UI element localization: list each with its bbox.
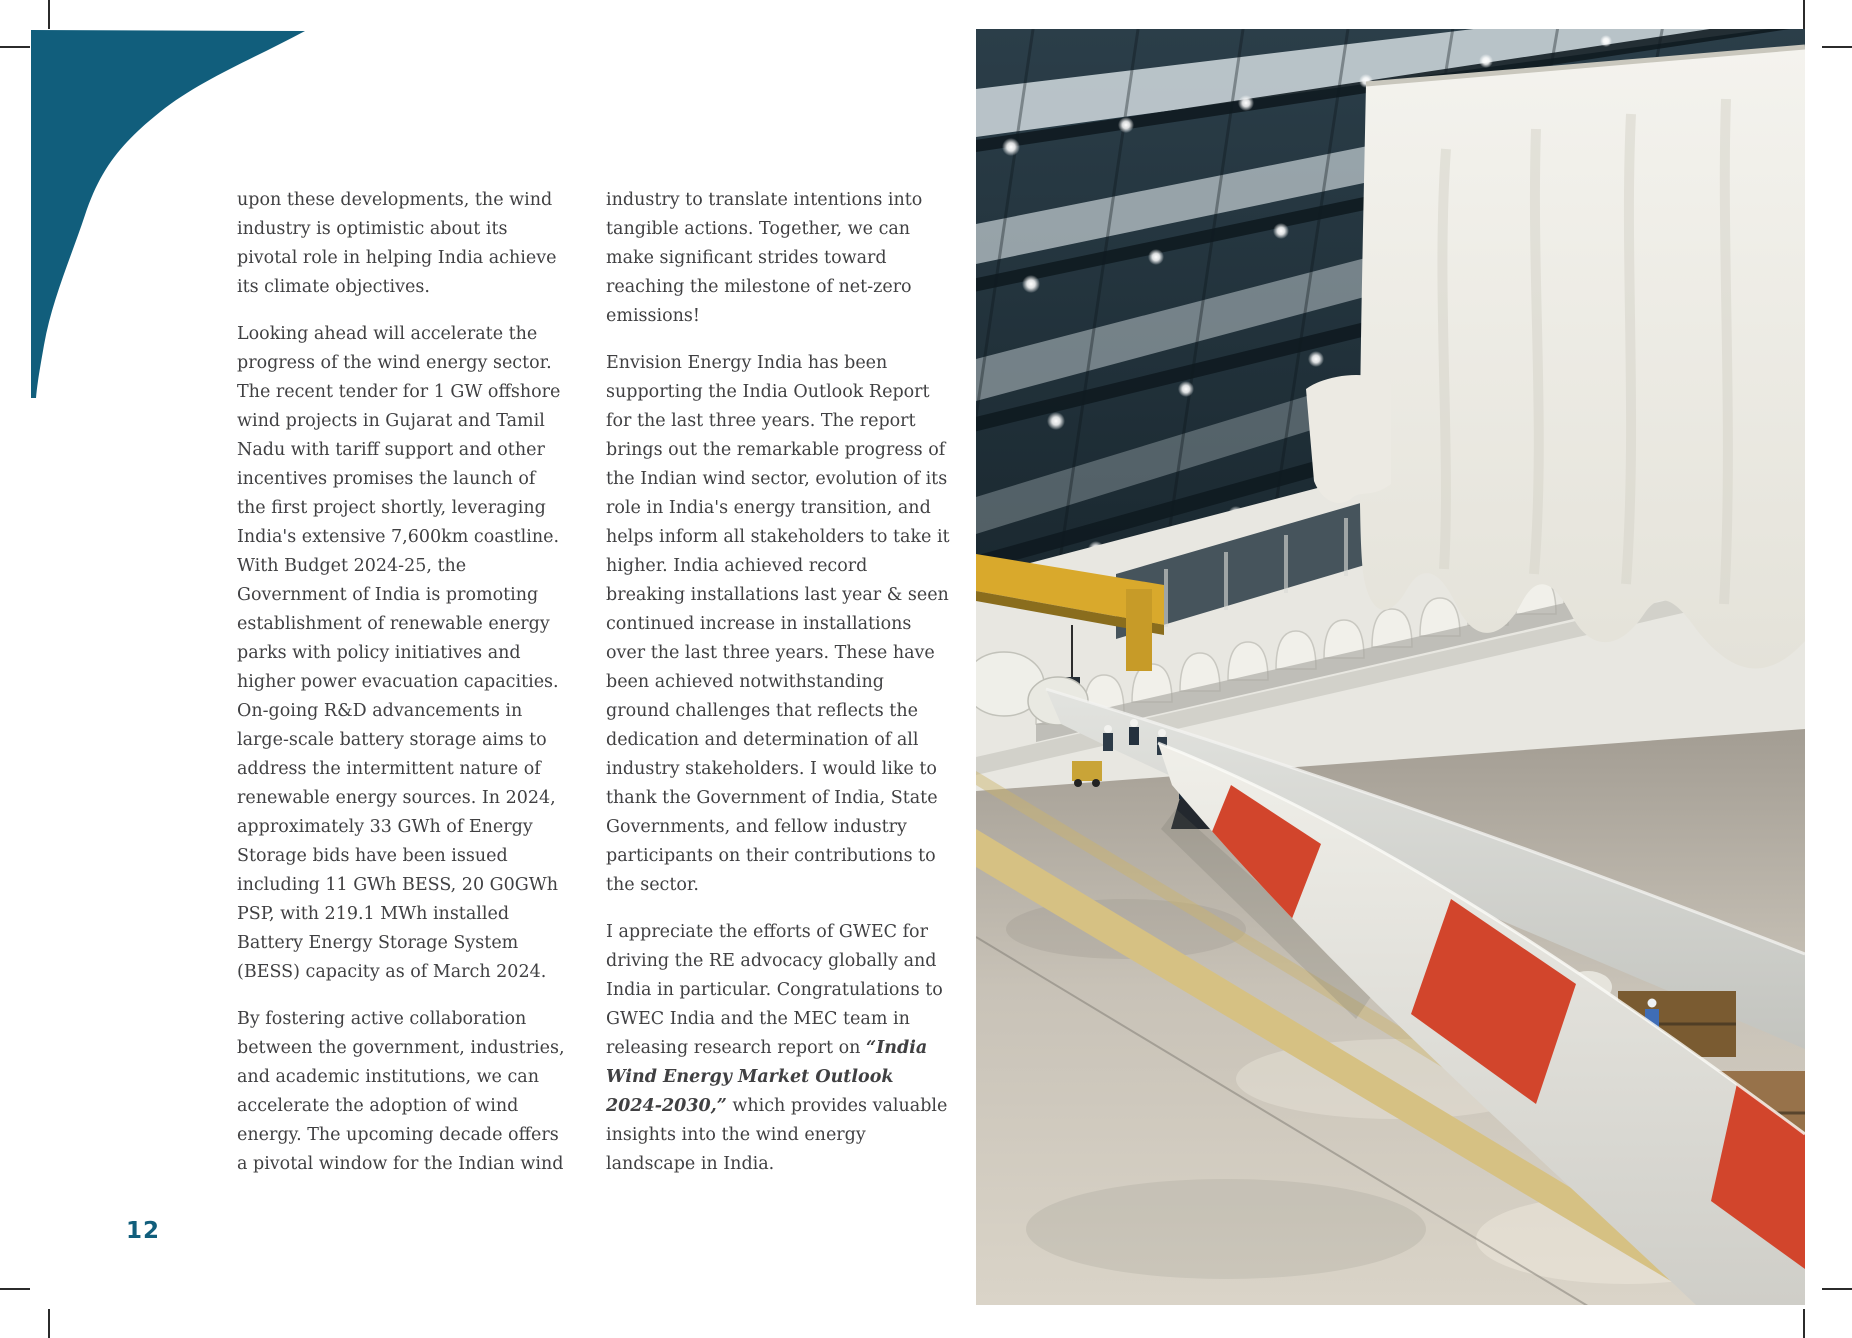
paragraph: Envision Energy India has been supporting the India Outlook Report for the last three years. The report brings out the remarkable progress of the Indian wind sector, evolution of its role in India's energy transition, and helps inform all stakeholders to take it higher. India achieved record breaking installations last year & seen continued increase in installations over the last three years. These have been achieved notwithstanding ground challenges that reflects the dedication and determination of all industry stakeholders. I would like to thank the Government of India, State Governments, and fellow industry participants on their contributions to the sector. xyxy=(606,353,950,895)
closing-lead: I appreciate the efforts of GWEC for driving the RE advocacy globally and India in particular. Congratulations to GWEC India and the MEC team in releasing research report on xyxy=(606,922,943,1058)
paragraph: Looking ahead will accelerate the progress of the wind energy sector. The recent tender for 1 GW offshore wind projects in Gujarat and Tamil Nadu with tariff support and other incentives promises the launch of the first project shortly, leveraging India's extensive 7,600km coastline. With Budget 2024-25, the Government of India is promoting establishment of renewable energy parks with policy initiatives and higher power evacuation capacities. On-going R&D advancements in large-scale battery storage aims to address the intermittent nature of renewable energy sources. In 2024, approximately 33 GWh of Energy Storage bids have been issued including 11 GWh BESS, 20 G0GWh PSP, with 219.1 MWh installed Battery Energy Storage System (BESS) capacity as of March 2024. xyxy=(237,324,561,982)
closing-paragraph xyxy=(606,918,950,1179)
right-text-column xyxy=(606,186,950,1197)
page-number: 12 xyxy=(126,1218,161,1244)
paragraph: By fostering active collaboration between the government, industries, and academic institutions, we can accelerate the adoption of wind energy. The upcoming decade offers a pivotal window for the Indian wind xyxy=(237,1009,565,1174)
report-title-text: “India Wind Energy Market Outlook 2024-2030,” xyxy=(606,1038,928,1116)
crop-mark-bottom-right-v xyxy=(1803,1309,1805,1338)
paragraph: industry to translate intentions into tangible actions. Together, we can make significant strides toward reaching the milestone of net-zero emissions! xyxy=(606,190,923,326)
hanging-plastic-sheets xyxy=(1306,47,1805,669)
crop-mark-bottom-left-v xyxy=(48,1309,50,1338)
crop-mark-top-right-h xyxy=(1822,46,1852,48)
factory-photo-illustration xyxy=(976,29,1805,1305)
paragraph: upon these developments, the wind industry is optimistic about its pivotal role in helping India achieve its climate objectives. xyxy=(237,190,557,297)
crop-mark-bottom-right-h xyxy=(1822,1288,1852,1290)
closing-tail: which provides valuable insights into the wind energy landscape in India. xyxy=(606,1096,948,1174)
wind-turbine-blade-factory-photo xyxy=(976,29,1805,1305)
crop-mark-top-right-v xyxy=(1803,0,1805,29)
crop-mark-bottom-left-h xyxy=(0,1288,30,1290)
left-text-column xyxy=(237,186,569,1197)
